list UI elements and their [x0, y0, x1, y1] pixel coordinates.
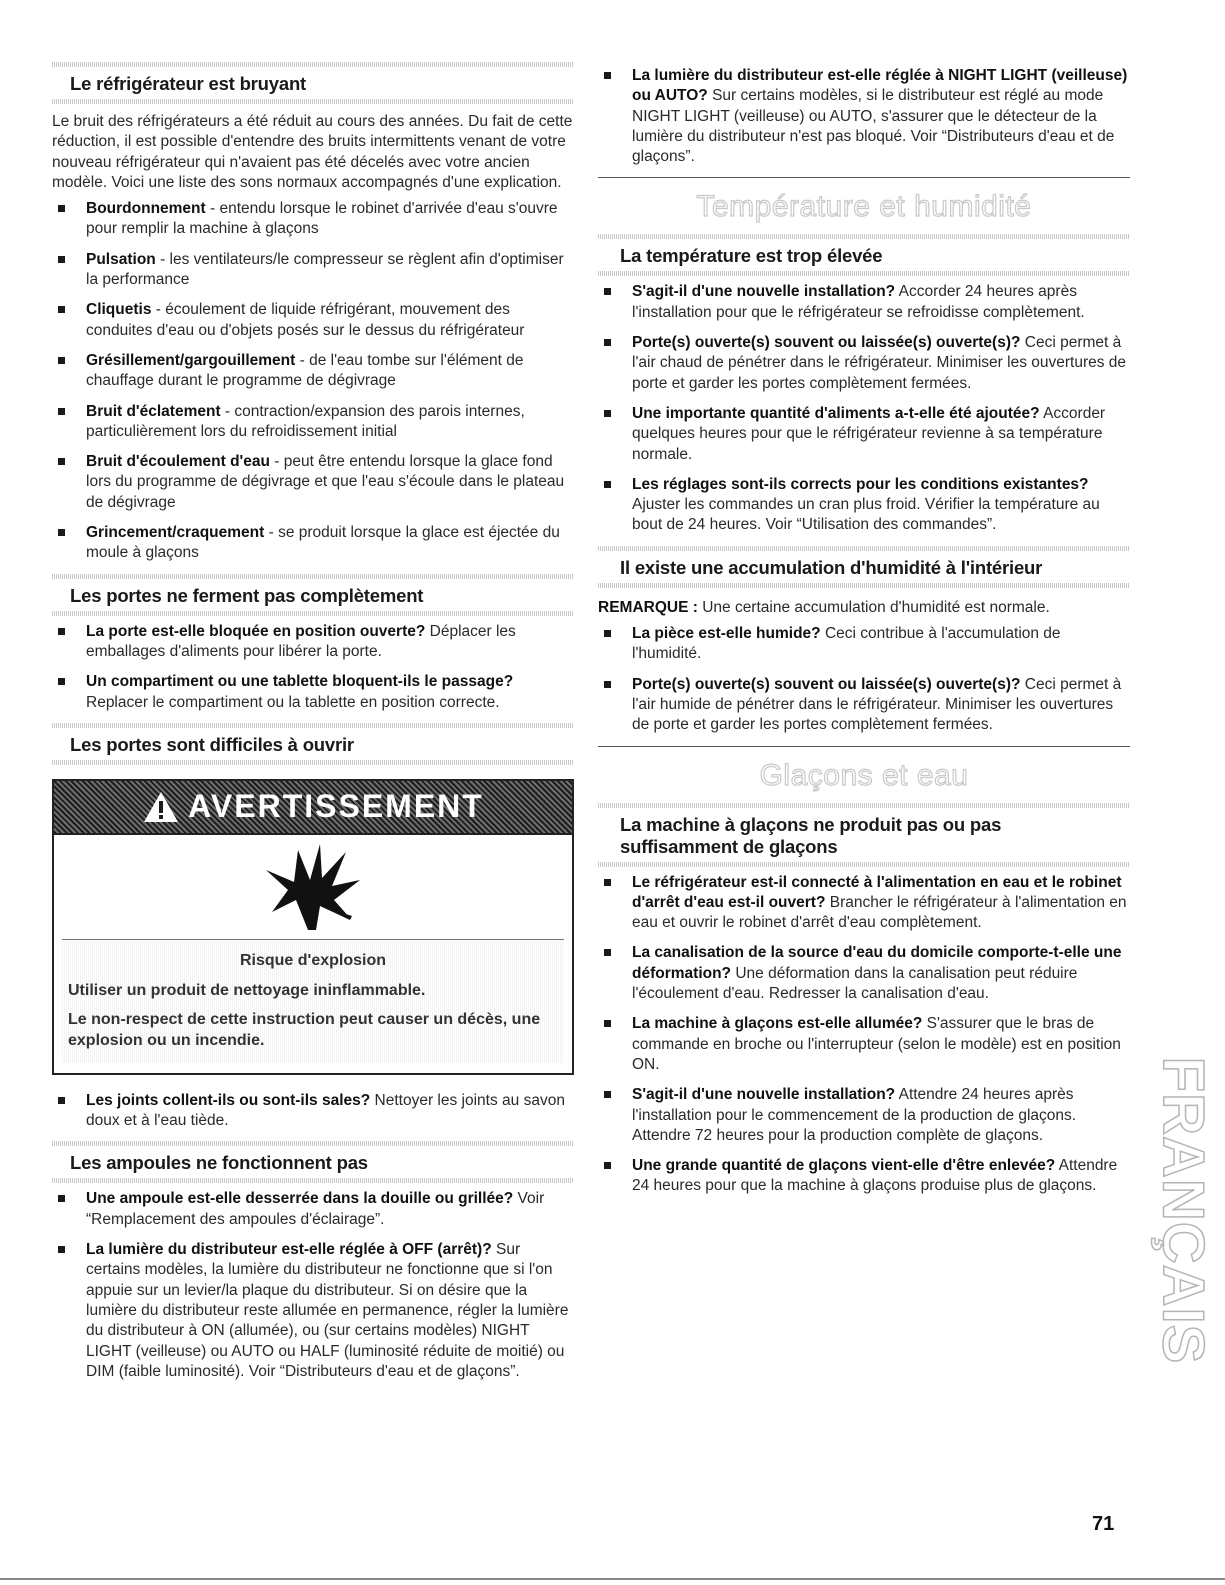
list-item: La machine à glaçons est-elle allumée? S'assurer que le bras de commande en broche ou l'interrupteur (selon le modèle) est en position ON.: [598, 1014, 1130, 1075]
list-item: Le réfrigérateur est-il connecté à l'alimentation en eau et le robinet d'arrêt d'eau est-il ouvert? Brancher le réfrigérateur à l'alimentation en eau et ouvrir le robinet d'arrêt d'eau complètement.: [598, 873, 1130, 934]
remark-paragraph: REMARQUE : Une certaine accumulation d'humidité est normale.: [598, 598, 1050, 616]
list-item: La lumière du distributeur est-elle réglée à OFF (arrêt)? Sur certains modèles, la lumière du distributeur ne fonctionne que si l'on appuie sur un levier/la plaque du distributeur. Si on désire que la lumière du distributeur reste allumée en permanence, régler la lumière du distributeur à ON (allumée), ou (sur certains modèles) NIGHT LIGHT (veilleuse) ou AUTO ou HALF (luminosité réduite de moitié) ou DIM (faible luminosité). Voir “Distributeurs d'eau et de glaçons”.: [52, 1240, 574, 1382]
list-item: La canalisation de la source d'eau du domicile comporte-t-elle une déformation? Une déformation dans la canalisation peut réduire l'écoulement d'eau. Redresser la canalisation d'eau.: [598, 943, 1130, 1004]
section-header-bulbs: [52, 1141, 574, 1183]
list-item: Bruit d'écoulement d'eau - peut être entendu lorsque la glace fond lors du programme de dégivrage et que l'eau s'écoule dans le plateau de dégivrage: [52, 452, 574, 513]
doors-close-list: [52, 622, 574, 713]
section-heading: Il existe une accumulation d'humidité à l'intérieur: [620, 556, 1043, 578]
section-header-temp-high: [598, 234, 1130, 276]
explosion-icon: [54, 835, 572, 939]
list-item: Grincement/craquement - se produit lorsque la glace est éjectée du moule à glaçons: [52, 523, 574, 564]
humidity-list: [598, 624, 1130, 735]
warning-instruction: Utiliser un produit de nettoyage ininflammable.: [68, 981, 426, 999]
list-item: Une importante quantité d'aliments a-t-elle été ajoutée? Accorder quelques heures pour que le réfrigérateur revienne à sa température normale.: [598, 404, 1130, 465]
section-heading: Les ampoules ne fonctionnent pas: [70, 1152, 368, 1174]
right-column: [598, 62, 1130, 1207]
section-heading: La température est trop élevée: [620, 245, 883, 267]
language-tab: FRANÇAIS: [1150, 1056, 1216, 1364]
bulbs-list: [52, 1189, 574, 1382]
list-item: Les joints collent-ils ou sont-ils sales? Nettoyer les joints au savon doux et à l'eau tiède.: [52, 1091, 574, 1132]
section-heading: La machine à glaçons ne produit pas ou pas suffisamment de glaçons: [620, 813, 1002, 857]
page-number: 71: [1092, 1513, 1115, 1535]
list-item: Une ampoule est-elle desserrée dans la douille ou grillée? Voir “Remplacement des ampoules d'éclairage”.: [52, 1189, 574, 1230]
section-header-humidity: [598, 546, 1130, 588]
list-item: S'agit-il d'une nouvelle installation? Accorder 24 heures après l'installation pour que le réfrigérateur se refroidisse complètement.: [598, 282, 1130, 323]
list-item: Pulsation - les ventilateurs/le compresseur se règlent afin d'optimiser la performance: [52, 250, 574, 291]
section-header-doors-close: [52, 574, 574, 616]
section-heading: Les portes sont difficiles à ouvrir: [70, 733, 354, 755]
section-header-ice-maker: [598, 803, 1130, 867]
list-item: S'agit-il d'une nouvelle installation? Attendre 24 heures après l'installation pour le commencement de la production de glaçons. Attendre 72 heures pour la production complète de glaçons.: [598, 1085, 1130, 1146]
list-item: Bruit d'éclatement - contraction/expansion des parois internes, particulièrement lors du refroidissement initial: [52, 402, 574, 443]
left-column: [52, 62, 574, 1392]
list-item: Bourdonnement - entendu lorsque le robinet d'arrivée d'eau s'ouvre pour remplir la machine à glaçons: [52, 199, 574, 240]
list-item: La lumière du distributeur est-elle réglée à NIGHT LIGHT (veilleuse) ou AUTO? Sur certains modèles, si le distributeur est réglé au mode NIGHT LIGHT (veilleuse) ou AUTO, s'assurer que le détecteur de la lumière du distributeur n'est pas bloqué. Voir “Distributeurs d'eau et de glaçons”.: [598, 66, 1130, 167]
warning-header: [54, 781, 572, 835]
list-item: Grésillement/gargouillement - de l'eau tombe sur l'élément de chauffage durant le programme de dégivrage: [52, 351, 574, 392]
ice-maker-list: [598, 873, 1130, 1197]
page-bottom-rule: [0, 1578, 1225, 1580]
warning-risk: Risque d'explosion: [239, 951, 387, 969]
section-heading: Le réfrigérateur est bruyant: [70, 73, 307, 94]
list-item: Les réglages sont-ils corrects pour les conditions existantes? Ajuster les commandes un cran plus froid. Vérifier la température au bout de 24 heures. Voir “Utilisation des commandes”.: [598, 475, 1130, 536]
section-header-doors-open: [52, 723, 574, 765]
section-heading: Les portes ne ferment pas complètement: [70, 584, 424, 606]
intro-paragraph: Le bruit des réfrigérateurs a été réduit au cours des années. Du fait de cette réduction, il est possible d'entendre des bruits intermittents venant de votre nouveau réfrigérateur qui n'avaient pas été décelés avec votre ancien modèle. Voici une liste des sons normaux accompagnés d'une explication.: [52, 113, 573, 191]
list-item: Porte(s) ouverte(s) souvent ou laissée(s) ouverte(s)? Ceci permet à l'air chaud de pénétrer dans le réfrigérateur. Minimiser les ouvertures de porte et garder les portes complètement fermées.: [598, 333, 1130, 394]
section-header-noise: [52, 62, 574, 104]
doors-open-list: [52, 1091, 574, 1132]
list-item: Une grande quantité de glaçons vient-elle d'être enlevée? Attendre 24 heures pour que la machine à glaçons produise plus de glaçons.: [598, 1156, 1130, 1197]
list-item: La porte est-elle bloquée en position ouverte? Déplacer les emballages d'aliments pour libérer la porte.: [52, 622, 574, 663]
section-title-temperature: Température et humidité: [696, 190, 1032, 224]
list-item: Cliquetis - écoulement de liquide réfrigérant, mouvement des conduites d'eau ou d'objets posés sur le dessus du réfrigérateur: [52, 300, 574, 341]
warning-box: [52, 779, 574, 1075]
noise-list: [52, 199, 574, 563]
list-item: La pièce est-elle humide? Ceci contribue à l'accumulation de l'humidité.: [598, 624, 1130, 665]
temp-high-list: [598, 282, 1130, 535]
warning-consequence: Le non-respect de cette instruction peut causer un décès, une explosion ou un incendie.: [68, 1010, 541, 1049]
warning-body: [62, 939, 564, 1063]
section-title-ice: Glaçons et eau: [759, 758, 969, 792]
warning-title: AVERTISSEMENT: [188, 788, 484, 825]
list-item: Un compartiment ou une tablette bloquent-ils le passage? Replacer le compartiment ou la tablette en position correcte.: [52, 672, 574, 713]
night-light-list: [598, 66, 1130, 167]
list-item: Porte(s) ouverte(s) souvent ou laissée(s) ouverte(s)? Ceci permet à l'air humide de pénétrer dans le réfrigérateur. Minimiser les ouvertures de porte et garder les portes complètement fermées.: [598, 675, 1130, 736]
warning-triangle-icon: [142, 790, 180, 824]
